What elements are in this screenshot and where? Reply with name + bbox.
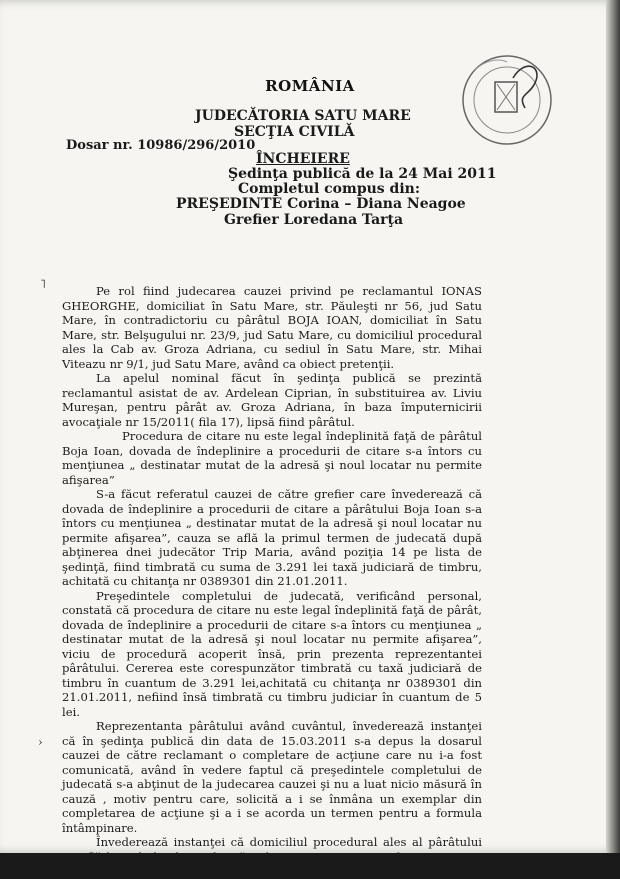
margin-mark: › (38, 735, 43, 749)
document-type-heading: ÎNCHEIERE (256, 151, 350, 167)
court-section: SECŢIA CIVILĂ (234, 124, 355, 140)
paragraph-clerk-report: S-a făcut referatul cauzei de către grefier care învederează că dovada de îndeplinire a procedurii de citare a pârâtului Boja Ioan s-a întors cu menţiunea „ destinatar mutat de la adresă şi noul locatar nu permite afişarea”, cauza se află la primul termen de judecată după abţinerea dnei judecător Trip Maria, având poziţia 14 pe lista de şedinţă, fiind timbrată cu suma de 3.291 lei taxă judiciară de timbru, achitată cu chitanţa nr 0389301 din 21.01.2011. (62, 487, 482, 588)
panel-composition: Completul compus din: (238, 181, 420, 197)
session-date: Şedinţa publică de la 24 Mai 2011 (228, 166, 497, 182)
court-seal-stamp (455, 48, 560, 153)
paragraph-roll-call: La apelul nominal făcut în şedinţa publică se prezintă reclamantul asistat de av. Ardelean Ciprian, în substituirea av. Liviu Mureşan, pentru pârât av. Groza Adriana, în baza împuternicirii avocaţiale nr 15/2011( fila 17), lipsă fiind pârâtul. (62, 371, 482, 429)
paragraph-procedural-domicile: Învederează instanţei că domiciliul procedural ales al pârâtului se află la sediul cabinetului său, din Satu Mare, str. Mihai Viteazu nr 9/1, jud Satu Mare. (62, 835, 482, 878)
paragraph-case-parties: Pe rol fiind judecarea cauzei privind pe reclamantul IONAS GHEORGHE, domiciliat în Satu Mare, str. Păuleşti nr 56, jud Satu Mare, în contradictoriu cu pârâtul BOJA IOAN, domiciliat în Satu Mare, str. Belşugului nr. 23/9, jud Satu Mare, cu domiciliul procedural ales la Cab av. Groza Adriana, cu sediul în Satu Mare, str. Mihai Viteazu nr 9/1, jud Satu Mare, având ca obiect pretenţii. (62, 284, 482, 371)
country-title: ROMÂNIA (265, 77, 355, 95)
court-name: JUDECĂTORIA SATU MARE (195, 108, 411, 124)
paragraph-defendant-representative: Reprezentanta pârâtului având cuvântul, învederează instanţei că în şedinţa publică din data de 15.03.2011 s-a depus la dosarul cauzei de către reclamant o completare de acţiune care nu i-a fost comunicată, având în vedere faptul că preşedintele completului de judecată s-a abţinut de la judecarea cauzei şi nu a luat nicio măsură în cauză , motiv pentru care, solicită a i se înmâna un exemplar din completarea de acţiune şi a i se acorda un termen pentru a formula întâmpinare. (62, 719, 482, 835)
court-clerk: Grefier Loredana Tarţa (224, 212, 404, 228)
presiding-judge: PREŞEDINTE Corina – Diana Neagoe (176, 196, 466, 212)
page-edge-shadow (606, 0, 620, 853)
margin-mark: ˥ (40, 277, 46, 291)
paragraph-president-verification: Preşedintele completului de judecată, verificând personal, constată că procedura de citare nu este legal îndeplinită faţă de pârât, dovada de îndeplinire a procedurii de citare s-a întors cu menţiunea „ destinatar mutat de la adresă şi noul locatar nu permite afişarea”, viciu de procedură acoperit însă, prin prezenta reprezentantei pârâtului. Cererea este corespunzător timbrată cu taxă judiciară de timbru în cuantum de 3.291 lei,achitată cu chitanţa nr 0389301 din 21.01.2011, nefiind însă timbrată cu timbru judiciar în cuantum de 5 lei. (62, 588, 482, 719)
dossier-number: Dosar nr. 10986/296/2010 (66, 138, 256, 153)
document-body (62, 284, 482, 879)
paragraph-citation-procedure: Procedura de citare nu este legal îndeplinită faţă de pârâtul Boja Ioan, dovada de îndeplinire a procedurii de citare s-a întors cu menţiunea „ destinatar mutat de la adresă şi noul locatar nu permite afişarea” (62, 429, 482, 487)
